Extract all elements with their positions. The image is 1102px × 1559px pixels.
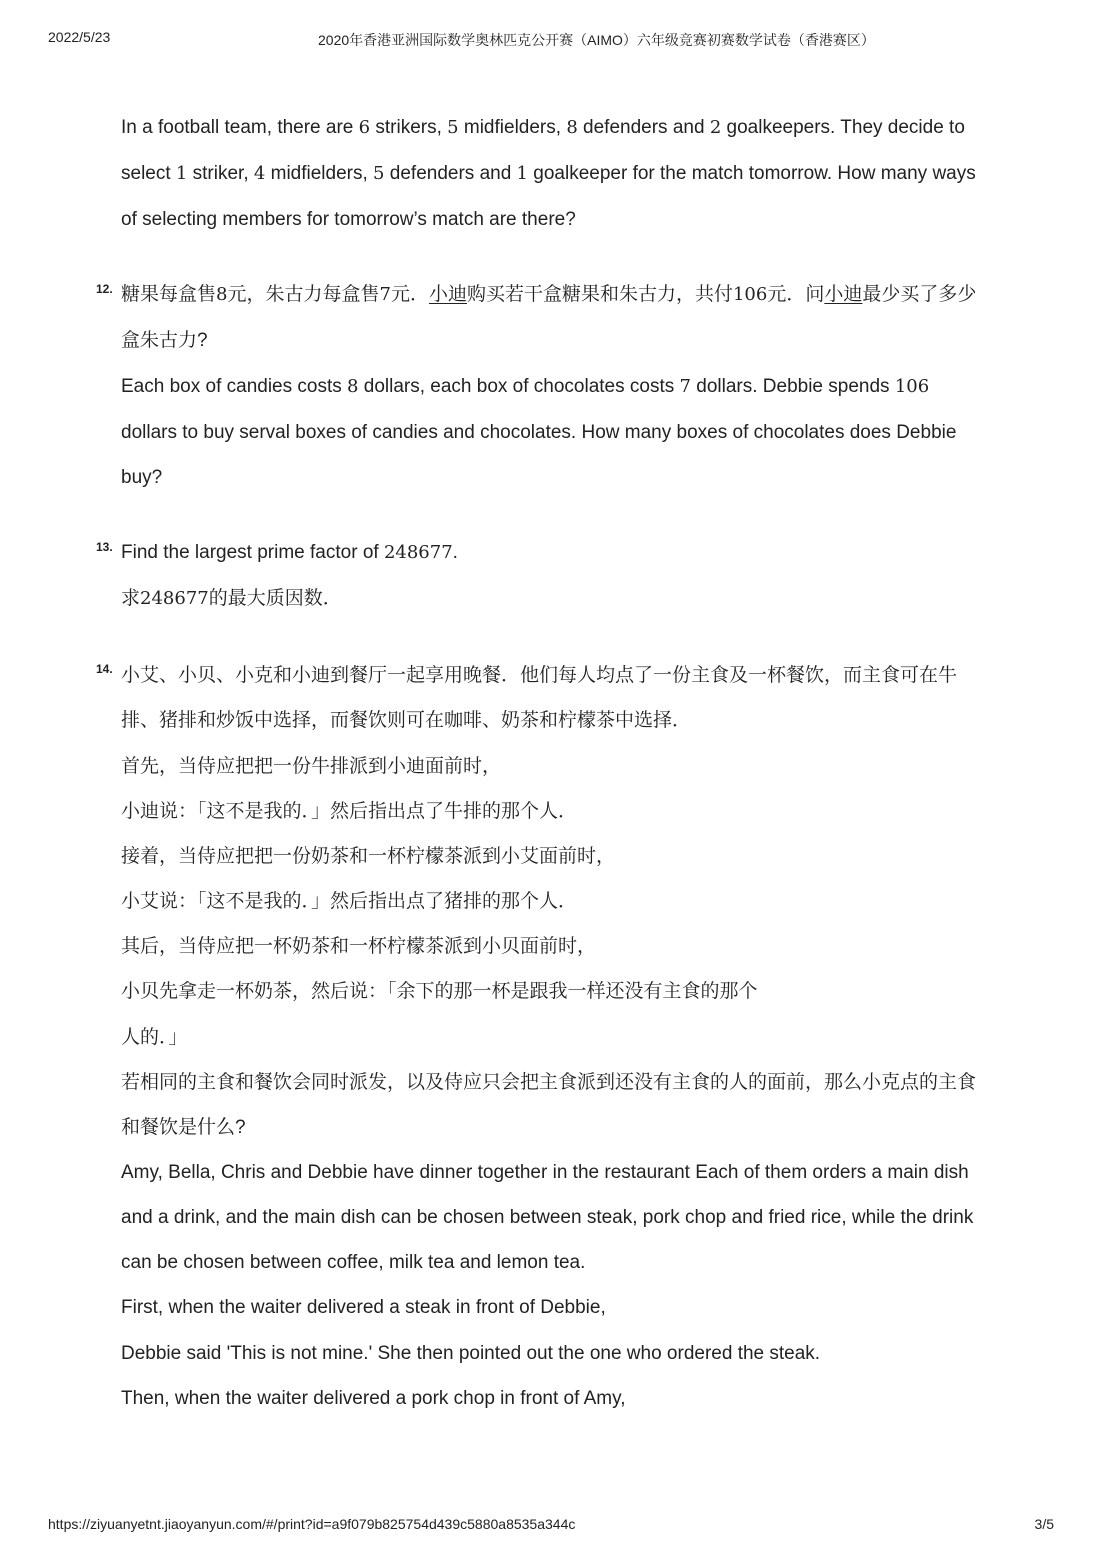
q12-chinese-line-1: 糖果每盒售8元，朱古力每盒售7元．小迪购买若干盒糖果和朱古力，共付106元．问小迪最少买了多少	[121, 284, 977, 305]
q14-line: 若相同的主食和餐饮会同时派发，以及侍应只会把主食派到还没有主食的人的面前，那么小克点的主食	[121, 1072, 977, 1093]
question-number-13: 13.	[96, 540, 113, 554]
q11-line-3: of selecting members for tomorrow’s match are there?	[121, 209, 576, 230]
q14-line: 排、猪排和炒饭中选择，而餐饮则可在咖啡、奶茶和柠檬茶中选择．	[121, 710, 692, 731]
q12-english-line-3: buy?	[121, 467, 163, 488]
q14-line: and a drink, and the main dish can be chosen between steak, pork chop and fried rice, while the drink	[121, 1207, 974, 1228]
print-date: 2022/5/23	[48, 29, 111, 45]
q14-line: 和餐饮是什么?	[121, 1117, 246, 1138]
page-number: 3/5	[1034, 1516, 1054, 1532]
q14-line: Debbie said 'This is not mine.' She then pointed out the one who ordered the steak.	[121, 1343, 821, 1364]
name-underline: 小迪	[428, 284, 467, 305]
q13-english-line: Find the largest prime factor of 248677.	[121, 542, 458, 563]
page-url: https://ziyuanyetnt.jiaoyanyun.com/#/print?id=a9f079b825754d439c5880a8535a344c	[48, 1516, 576, 1532]
question-number-14: 14.	[96, 662, 113, 676]
q12-chinese-line-2: 盒朱古力?	[121, 330, 208, 351]
q14-line: First, when the waiter delivered a steak in front of Debbie,	[121, 1297, 606, 1318]
document-title: 2020年香港亚洲国际数学奥林匹克公开赛（AIMO）六年级竞赛初赛数学试卷（香港赛区）	[318, 32, 875, 48]
q14-line: Then, when the waiter delivered a pork chop in front of Amy,	[121, 1388, 626, 1409]
q14-line: 小贝先拿走一杯奶茶，然后说：「余下的那一杯是跟我一样还没有主食的那个	[121, 981, 758, 1002]
question-number-12: 12.	[96, 282, 113, 296]
q14-line: Amy, Bella, Chris and Debbie have dinner together in the restaurant Each of them orders a main dish	[121, 1162, 969, 1183]
q13-chinese-line: 求248677的最大质因数．	[121, 588, 342, 609]
q14-line: can be chosen between coffee, milk tea and lemon tea.	[121, 1252, 586, 1273]
q11-line-1: In a football team, there are 6 strikers, 5 midfielders, 8 defenders and 2 goalkeepers. They decide to	[121, 117, 965, 138]
q14-line: 小艾、小贝、小克和小迪到餐厅一起享用晚餐．他们每人均点了一份主食及一杯餐饮，而主食可在牛	[121, 665, 958, 686]
q14-line: 首先，当侍应把把一份牛排派到小迪面前时，	[121, 756, 502, 777]
q12-english-line-2: dollars to buy serval boxes of candies and chocolates. How many boxes of chocolates does Debbie	[121, 422, 957, 443]
q12-english-line-1: Each box of candies costs 8 dollars, each box of chocolates costs 7 dollars. Debbie spends 106	[121, 376, 930, 397]
q14-line: 其后，当侍应把一杯奶茶和一杯柠檬茶派到小贝面前时，	[121, 936, 597, 957]
q14-line: 小迪说：「这不是我的．」然后指出点了牛排的那个人．	[121, 801, 578, 822]
q14-line: 小艾说：「这不是我的．」然后指出点了猪排的那个人．	[121, 891, 578, 912]
name-underline: 小迪	[824, 284, 863, 305]
q11-line-2: select 1 striker, 4 midfielders, 5 defenders and 1 goalkeeper for the match tomorrow. How many ways	[121, 163, 976, 184]
q14-line: 接着，当侍应把把一份奶茶和一杯柠檬茶派到小艾面前时，	[121, 846, 616, 867]
q14-line: 人的．」	[121, 1027, 188, 1048]
